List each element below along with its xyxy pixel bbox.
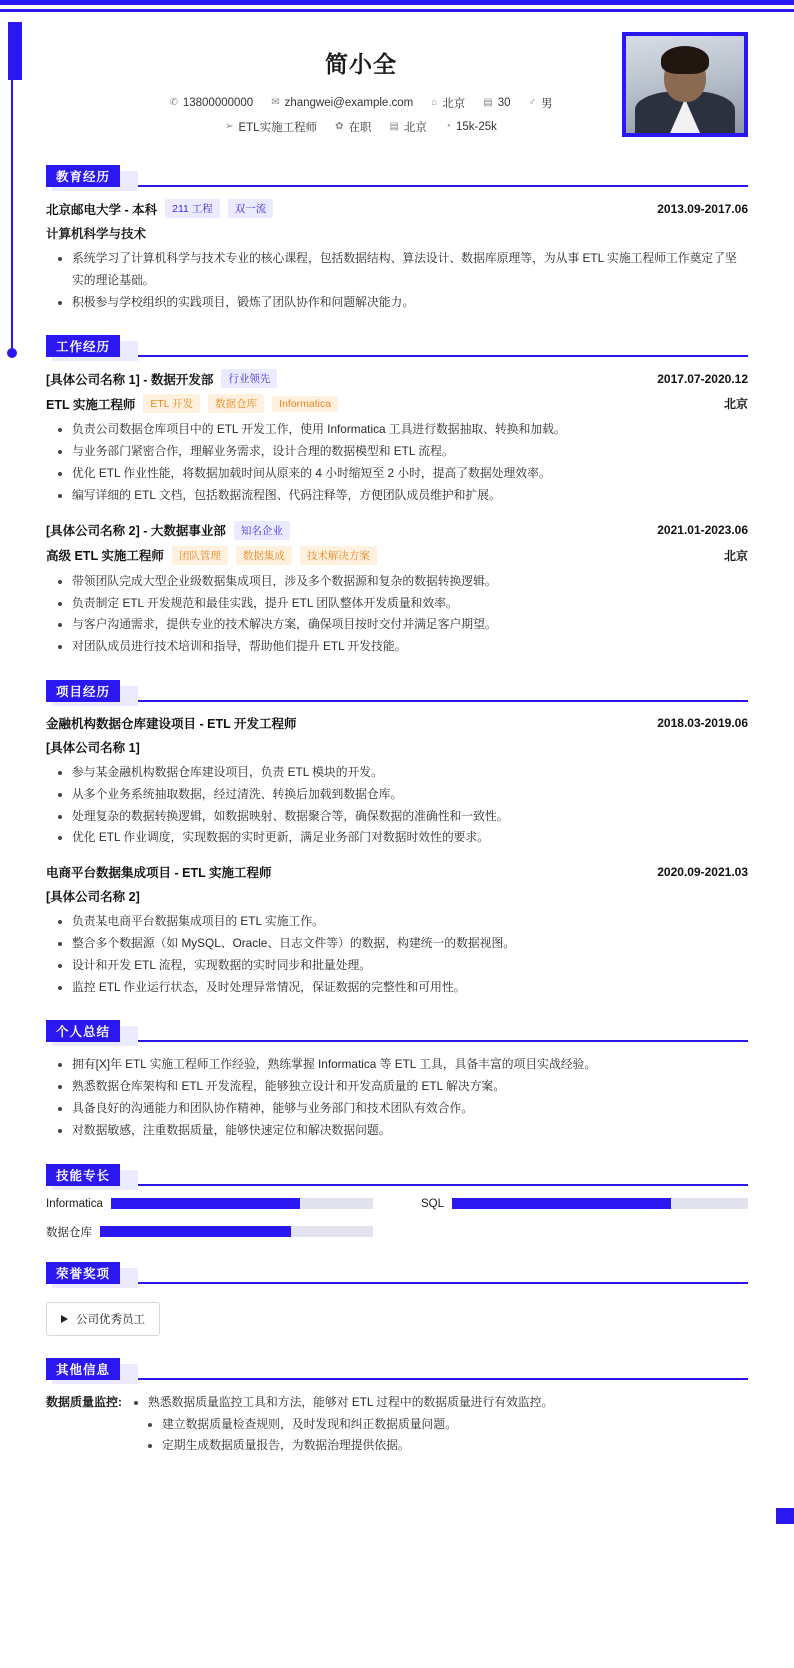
list-item: 设计和开发 ETL 流程，实现数据的实时同步和批量处理。 bbox=[56, 955, 748, 977]
contact-email bbox=[271, 97, 413, 109]
salary-icon: ◔ bbox=[444, 121, 451, 132]
contact-row bbox=[46, 95, 606, 111]
section-rule bbox=[46, 185, 748, 187]
page-title: 简小全 bbox=[325, 51, 397, 77]
role-tag: 数据集成 bbox=[236, 546, 292, 565]
other-info-body bbox=[132, 1392, 748, 1457]
education-date: 2013.09-2017.06 bbox=[657, 201, 748, 216]
school-name: 北京邮电大学 - 本科 bbox=[46, 202, 158, 217]
education-entry bbox=[46, 199, 748, 313]
section-project bbox=[46, 680, 748, 999]
contact-gender bbox=[529, 95, 553, 111]
project-bullets bbox=[56, 911, 748, 998]
section-summary bbox=[46, 1020, 748, 1141]
list-item: 整合多个数据源（如 MySQL、Oracle、日志文件等）的数据，构建统一的数据视图。 bbox=[56, 933, 748, 955]
project-name-group bbox=[46, 863, 271, 881]
work-location: 北京 bbox=[723, 548, 748, 563]
work-date: 2017.07-2020.12 bbox=[657, 371, 748, 386]
job-salary-value: 15k-25k bbox=[455, 121, 497, 133]
work-role-group bbox=[46, 546, 377, 565]
list-item: 建立数据质量检查规则，及时发现和纠正数据质量问题。 bbox=[146, 1414, 748, 1436]
project-name: 金融机构数据仓库建设项目 - ETL 开发工程师 bbox=[46, 716, 297, 731]
work-entry bbox=[46, 369, 748, 506]
section-rule bbox=[46, 1378, 748, 1380]
section-awards bbox=[46, 1262, 748, 1336]
education-entry-left bbox=[46, 199, 273, 218]
section-other bbox=[46, 1358, 748, 1457]
work-bullets bbox=[56, 571, 748, 658]
contact-age bbox=[483, 97, 510, 109]
section-skills bbox=[46, 1164, 748, 1240]
project-name-group bbox=[46, 714, 296, 732]
list-item: 积极参与学校组织的实践项目，锻炼了团队协作和问题解决能力。 bbox=[56, 292, 748, 314]
list-item: 负责某电商平台数据集成项目的 ETL 实施工作。 bbox=[56, 911, 748, 933]
job-salary bbox=[445, 121, 497, 133]
work-role-row bbox=[46, 394, 748, 413]
section-header-summary bbox=[46, 1020, 748, 1042]
other-info-label: 数据质量监控: bbox=[46, 1394, 122, 1409]
role-tag: ETL 开发 bbox=[143, 394, 200, 413]
work-entry-header bbox=[46, 369, 748, 388]
project-bullets bbox=[56, 762, 748, 849]
section-work bbox=[46, 335, 748, 658]
skill-bar bbox=[452, 1198, 748, 1209]
role-tag: 数据仓库 bbox=[208, 394, 264, 413]
job-target bbox=[225, 119, 317, 135]
section-rule bbox=[46, 1040, 748, 1042]
list-item: 对团队成员进行技术培训和指导，帮助他们提升 ETL 开发技能。 bbox=[56, 636, 748, 658]
project-date: 2018.03-2019.06 bbox=[657, 715, 748, 730]
skills-grid bbox=[46, 1198, 748, 1240]
list-item: 熟悉数据质量监控工具和方法，能够对 ETL 过程中的数据质量进行有效监控。 bbox=[132, 1392, 748, 1414]
skill-bar-fill bbox=[452, 1198, 671, 1209]
list-item: 与业务部门紧密合作，理解业务需求，设计合理的数据模型和 ETL 流程。 bbox=[56, 441, 748, 463]
role-tag: 技术解决方案 bbox=[300, 546, 377, 565]
section-education bbox=[46, 165, 748, 313]
section-title-work: 工作经历 bbox=[46, 335, 120, 357]
skill-bar bbox=[111, 1198, 373, 1209]
home-icon: ⌂ bbox=[431, 97, 438, 108]
skill-name: SQL bbox=[421, 1197, 445, 1210]
project-entry-header bbox=[46, 714, 748, 732]
work-role: ETL 实施工程师 bbox=[46, 397, 136, 412]
project-entry bbox=[46, 863, 748, 998]
right-accent-mark bbox=[776, 1508, 794, 1524]
id-icon: ▤ bbox=[483, 97, 493, 108]
company-tag: 行业领先 bbox=[221, 369, 277, 388]
job-city bbox=[389, 119, 426, 135]
contact-phone bbox=[169, 97, 253, 109]
role-tag: Informatica bbox=[272, 396, 338, 412]
other-bullets bbox=[146, 1414, 748, 1458]
job-row bbox=[46, 119, 606, 135]
work-role: 高级 ETL 实施工程师 bbox=[46, 549, 164, 564]
section-header-awards bbox=[46, 1262, 748, 1284]
avatar-hair bbox=[661, 46, 709, 74]
list-item: 具备良好的沟通能力和团队协作精神，能够与业务部门和技术团队有效合作。 bbox=[56, 1098, 748, 1120]
award-label: 公司优秀员工 bbox=[76, 1313, 145, 1326]
education-entry-header bbox=[46, 199, 748, 218]
education-bullets bbox=[56, 248, 748, 313]
section-header-work bbox=[46, 335, 748, 357]
list-item: 带领团队完成大型企业级数据集成项目，涉及多个数据源和复杂的数据转换逻辑。 bbox=[56, 571, 748, 593]
contact-city-value: 北京 bbox=[442, 98, 466, 110]
work-entry-header bbox=[46, 521, 748, 540]
work-role-group bbox=[46, 394, 338, 413]
school-tag: 双一流 bbox=[228, 199, 274, 218]
contact-city bbox=[431, 95, 465, 111]
job-city-value: 北京 bbox=[403, 122, 427, 134]
work-entry bbox=[46, 521, 748, 658]
avatar bbox=[622, 32, 748, 137]
project-name: 电商平台数据集成项目 - ETL 实施工程师 bbox=[46, 866, 272, 881]
section-rule bbox=[46, 1184, 748, 1186]
contact-email-value: zhangwei@example.com bbox=[284, 97, 414, 109]
skill-name: 数据仓库 bbox=[46, 1226, 92, 1239]
list-item: 负责制定 ETL 开发规范和最佳实践，提升 ETL 团队整体开发质量和效率。 bbox=[56, 593, 748, 615]
section-rule bbox=[46, 1282, 748, 1284]
gender-icon: ♂ bbox=[528, 97, 537, 108]
skill-bar-fill bbox=[111, 1198, 300, 1209]
section-header-skills bbox=[46, 1164, 748, 1186]
skill-bar bbox=[100, 1226, 373, 1237]
project-entry bbox=[46, 714, 748, 849]
list-item: 定期生成数据质量报告，为数据治理提供依据。 bbox=[146, 1435, 748, 1457]
company-tag: 知名企业 bbox=[234, 521, 290, 540]
section-title-summary: 个人总结 bbox=[46, 1020, 120, 1042]
mail-icon: ✉ bbox=[271, 97, 280, 108]
company-name: [具体公司名称 1] - 数据开发部 bbox=[46, 372, 214, 387]
project-date: 2020.09-2021.03 bbox=[657, 865, 748, 880]
send-icon: ➢ bbox=[225, 121, 234, 132]
work-bullets bbox=[56, 419, 748, 506]
summary-bullets bbox=[56, 1054, 748, 1141]
section-header-education bbox=[46, 165, 748, 187]
work-company-group bbox=[46, 369, 277, 388]
section-header-other bbox=[46, 1358, 748, 1380]
role-tag: 团队管理 bbox=[172, 546, 228, 565]
section-title-skills: 技能专长 bbox=[46, 1164, 120, 1186]
play-caret-icon bbox=[61, 1315, 68, 1323]
work-company-group bbox=[46, 521, 290, 540]
section-rule bbox=[46, 700, 748, 702]
resume-header bbox=[46, 24, 748, 143]
section-header-project bbox=[46, 680, 748, 702]
city-icon: ▤ bbox=[389, 121, 399, 132]
list-item: 编写详细的 ETL 文档，包括数据流程图、代码注释等，方便团队成员维护和扩展。 bbox=[56, 485, 748, 507]
project-company: [具体公司名称 1] bbox=[46, 740, 140, 755]
job-status bbox=[335, 119, 371, 135]
list-item: 拥有[X]年 ETL 实施工程师工作经验，熟练掌握 Informatica 等 ETL 工具，具备丰富的项目实战经验。 bbox=[56, 1054, 748, 1076]
project-entry-header bbox=[46, 863, 748, 881]
list-item: 负责公司数据仓库项目中的 ETL 开发工作，使用 Informatica 工具进行数据抽取、转换和加载。 bbox=[56, 419, 748, 441]
status-icon: ✿ bbox=[335, 121, 344, 132]
contact-phone-value: 13800000000 bbox=[182, 97, 254, 109]
work-location: 北京 bbox=[723, 397, 748, 412]
list-item: 与客户沟通需求，提供专业的技术解决方案，确保项目按时交付并满足客户期望。 bbox=[56, 614, 748, 636]
list-item: 优化 ETL 作业调度，实现数据的实时更新，满足业务部门对数据时效性的要求。 bbox=[56, 827, 748, 849]
school-tag: 211 工程 bbox=[165, 199, 220, 218]
skill-item bbox=[421, 1198, 748, 1210]
skill-bar-fill bbox=[100, 1226, 291, 1237]
other-info-row bbox=[46, 1392, 748, 1457]
section-rule bbox=[46, 355, 748, 357]
section-title-project: 项目经历 bbox=[46, 680, 120, 702]
skill-item bbox=[46, 1198, 373, 1210]
list-item: 熟悉数据仓库架构和 ETL 开发流程，能够独立设计和开发高质量的 ETL 解决方案。 bbox=[56, 1076, 748, 1098]
job-status-value: 在职 bbox=[348, 122, 372, 134]
avatar-photo bbox=[626, 36, 744, 133]
contact-age-value: 30 bbox=[497, 97, 511, 109]
skills-grid-spacer bbox=[421, 1224, 748, 1240]
list-item: 监控 ETL 作业运行状态，及时处理异常情况，保证数据的完整性和可用性。 bbox=[56, 977, 748, 999]
header-main bbox=[46, 32, 622, 143]
list-item: 参与某金融机构数据仓库建设项目，负责 ETL 模块的开发。 bbox=[56, 762, 748, 784]
list-item: 优化 ETL 作业性能，将数据加载时间从原来的 4 小时缩短至 2 小时，提高了数据处理效率。 bbox=[56, 463, 748, 485]
section-title-other: 其他信息 bbox=[46, 1358, 120, 1380]
award-item[interactable] bbox=[46, 1302, 160, 1336]
job-target-value: ETL实施工程师 bbox=[238, 122, 318, 134]
list-item: 对数据敏感，注重数据质量，能够快速定位和解决数据问题。 bbox=[56, 1120, 748, 1142]
list-item: 从多个业务系统抽取数据，经过清洗、转换后加载到数据仓库。 bbox=[56, 784, 748, 806]
list-item: 系统学习了计算机科学与技术专业的核心课程，包括数据结构、算法设计、数据库原理等，为从事 ETL 实施工程师工作奠定了坚实的理论基础。 bbox=[56, 248, 748, 292]
list-item: 处理复杂的数据转换逻辑，如数据映射、数据聚合等，确保数据的准确性和一致性。 bbox=[56, 806, 748, 828]
skill-name: Informatica bbox=[46, 1197, 103, 1210]
skill-item bbox=[46, 1224, 373, 1240]
work-date: 2021.01-2023.06 bbox=[657, 523, 748, 538]
section-title-awards: 荣誉奖项 bbox=[46, 1262, 120, 1284]
section-title-education: 教育经历 bbox=[46, 165, 120, 187]
phone-icon: ✆ bbox=[169, 97, 178, 108]
education-major: 计算机科学与技术 bbox=[46, 227, 147, 241]
project-company: [具体公司名称 2] bbox=[46, 890, 140, 905]
work-role-row bbox=[46, 546, 748, 565]
contact-gender-value: 男 bbox=[541, 98, 553, 110]
company-name: [具体公司名称 2] - 大数据事业部 bbox=[46, 524, 226, 539]
